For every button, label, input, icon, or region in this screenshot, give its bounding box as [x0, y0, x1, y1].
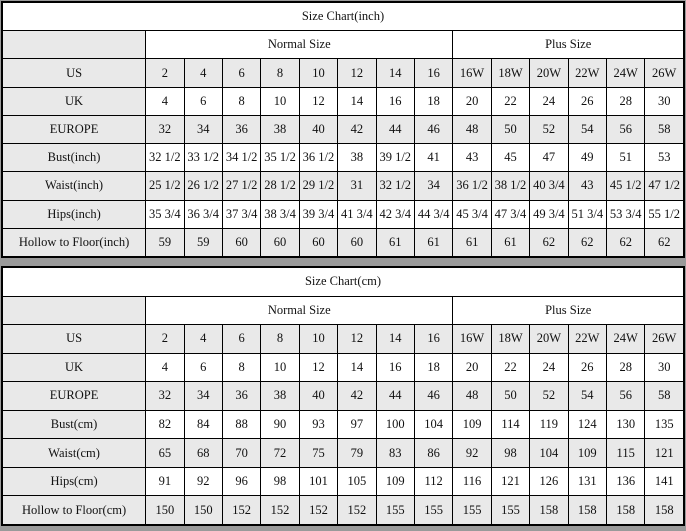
table-cell: 28 — [606, 353, 644, 382]
table-cell: 25 1/2 — [146, 172, 184, 200]
table-cell: 14 — [338, 353, 376, 382]
table-cell: 2 — [146, 325, 184, 354]
table-cell: 32 — [146, 115, 184, 143]
table-cell: 40 — [299, 115, 337, 143]
table-cell: 83 — [376, 439, 414, 468]
row-label: Bust(cm) — [3, 410, 146, 439]
table-cell: 47 3/4 — [491, 200, 529, 228]
table-cell: 26 — [568, 87, 606, 115]
table-cell: 47 — [530, 144, 568, 172]
table-cell: 104 — [530, 439, 568, 468]
size-table-cm — [2, 267, 684, 525]
table-cell: 14 — [338, 87, 376, 115]
table-cell: 6 — [184, 353, 222, 382]
table-cell: 36 1/2 — [453, 172, 491, 200]
table-cell: 48 — [453, 382, 491, 411]
table-cell: 14 — [376, 59, 414, 87]
table-cell: 24W — [607, 59, 645, 87]
table-cell: 152 — [338, 496, 376, 525]
table-cell: 141 — [645, 467, 684, 496]
table-cell: 14 — [376, 325, 414, 354]
table-cell: 53 3/4 — [607, 200, 645, 228]
table-cell: 33 1/2 — [184, 144, 222, 172]
table-cell: 16W — [453, 325, 491, 354]
table-cell: 26W — [645, 325, 684, 354]
table-cell: 54 — [568, 382, 606, 411]
table-cell: 100 — [376, 410, 414, 439]
table-cell: 51 3/4 — [568, 200, 606, 228]
table-row — [3, 172, 684, 200]
table-cell: 96 — [222, 467, 260, 496]
group-header-normal: Normal Size — [146, 31, 453, 59]
table-cell: 28 1/2 — [261, 172, 299, 200]
table-cell: 30 — [645, 87, 684, 115]
table-cell: 155 — [491, 496, 529, 525]
table-cell: 16 — [376, 353, 414, 382]
table-cell: 50 — [491, 115, 529, 143]
group-header-row — [3, 31, 684, 59]
table-row — [3, 382, 684, 411]
table-cell: 43 — [568, 172, 606, 200]
table-cell: 18 — [414, 87, 452, 115]
table-cell: 36 — [222, 115, 260, 143]
table-corner — [3, 296, 146, 325]
row-label: Hips(inch) — [3, 200, 146, 228]
table-cell: 150 — [184, 496, 222, 525]
table-cell: 45 1/2 — [607, 172, 645, 200]
table-cell: 68 — [184, 439, 222, 468]
table-cell: 50 — [491, 382, 529, 411]
table-cell: 12 — [299, 353, 337, 382]
table-cell: 6 — [222, 59, 260, 87]
table-cell: 75 — [299, 439, 337, 468]
table-cell: 44 3/4 — [414, 200, 452, 228]
table-cell: 35 1/2 — [261, 144, 299, 172]
table-cell: 150 — [146, 496, 184, 525]
size-chart-inch — [1, 1, 685, 258]
table-cell: 86 — [414, 439, 452, 468]
table-cell: 152 — [261, 496, 299, 525]
table-cell: 4 — [146, 353, 184, 382]
table-cell: 37 3/4 — [222, 200, 260, 228]
table-cell: 121 — [645, 439, 684, 468]
row-label: Waist(cm) — [3, 439, 146, 468]
row-label: Hollow to Floor(cm) — [3, 496, 146, 525]
table-cell: 158 — [530, 496, 568, 525]
table-cell: 8 — [261, 325, 299, 354]
table-cell: 20 — [453, 353, 491, 382]
table-cell: 114 — [491, 410, 529, 439]
table-cell: 158 — [568, 496, 606, 525]
table-cell: 52 — [530, 382, 568, 411]
table-cell: 90 — [261, 410, 299, 439]
table-cell: 22 — [491, 87, 529, 115]
table-cell: 40 — [299, 382, 337, 411]
table-cell: 62 — [530, 228, 568, 256]
table-cell: 41 3/4 — [338, 200, 376, 228]
table-cell: 92 — [453, 439, 491, 468]
row-label: UK — [3, 353, 146, 382]
table-cell: 93 — [299, 410, 337, 439]
row-label: UK — [3, 87, 146, 115]
title-row — [3, 268, 684, 297]
table-cell: 121 — [491, 467, 529, 496]
table-cell: 45 — [491, 144, 529, 172]
table-cell: 6 — [184, 87, 222, 115]
table-cell: 34 1/2 — [222, 144, 260, 172]
table-cell: 24W — [606, 325, 644, 354]
row-label: EUROPE — [3, 115, 146, 143]
table-cell: 105 — [338, 467, 376, 496]
table-cell: 39 3/4 — [299, 200, 337, 228]
table-cell: 38 — [261, 382, 299, 411]
size-table-inch — [2, 2, 684, 257]
table-cell: 8 — [261, 59, 299, 87]
table-cell: 24 — [530, 353, 568, 382]
table-cell: 46 — [414, 382, 452, 411]
table-cell: 60 — [299, 228, 337, 256]
table-cell: 98 — [261, 467, 299, 496]
table-cell: 60 — [338, 228, 376, 256]
table-cell: 155 — [414, 496, 452, 525]
table-cell: 36 3/4 — [184, 200, 222, 228]
table-row — [3, 410, 684, 439]
table-cell: 116 — [453, 467, 491, 496]
table-cell: 115 — [606, 439, 644, 468]
table-cell: 47 1/2 — [645, 172, 684, 200]
table-cell: 32 — [146, 382, 184, 411]
table-cell: 26 1/2 — [184, 172, 222, 200]
table-cell: 16 — [376, 87, 414, 115]
row-label: Hollow to Floor(inch) — [3, 228, 146, 256]
table-row — [3, 59, 684, 87]
table-cell: 32 1/2 — [376, 172, 414, 200]
table-cell: 42 — [338, 115, 376, 143]
table-cell: 10 — [299, 325, 337, 354]
table-cell: 155 — [453, 496, 491, 525]
table-cell: 36 — [222, 382, 260, 411]
table-row — [3, 439, 684, 468]
row-label: Waist(inch) — [3, 172, 146, 200]
table-row — [3, 325, 684, 354]
table-cell: 58 — [645, 115, 684, 143]
table-cell: 135 — [645, 410, 684, 439]
table-cell: 109 — [568, 439, 606, 468]
table-cell: 62 — [645, 228, 684, 256]
group-header-plus: Plus Size — [453, 296, 684, 325]
table-cell: 16 — [414, 325, 452, 354]
table-cell: 2 — [146, 59, 184, 87]
table-cell: 22 — [491, 353, 529, 382]
table-row — [3, 200, 684, 228]
table-cell: 44 — [376, 382, 414, 411]
table-corner — [3, 31, 146, 59]
table-row — [3, 115, 684, 143]
table-cell: 38 — [338, 144, 376, 172]
row-label: US — [3, 59, 146, 87]
table-cell: 101 — [299, 467, 337, 496]
table-cell: 16 — [414, 59, 452, 87]
table-cell: 49 — [568, 144, 606, 172]
table-cell: 20W — [530, 59, 568, 87]
table-cell: 124 — [568, 410, 606, 439]
table-cell: 97 — [338, 410, 376, 439]
table-cell: 130 — [606, 410, 644, 439]
table-cell: 56 — [606, 382, 644, 411]
table-cell: 91 — [146, 467, 184, 496]
row-label: Bust(inch) — [3, 144, 146, 172]
table-cell: 20W — [530, 325, 568, 354]
table-cell: 65 — [146, 439, 184, 468]
table-cell: 12 — [338, 325, 376, 354]
table-cell: 52 — [530, 115, 568, 143]
table-cell: 38 1/2 — [491, 172, 529, 200]
table-cell: 109 — [376, 467, 414, 496]
table-cell: 62 — [568, 228, 606, 256]
table-cell: 152 — [299, 496, 337, 525]
table-cell: 16W — [453, 59, 491, 87]
row-label: EUROPE — [3, 382, 146, 411]
table-row — [3, 144, 684, 172]
table-cell: 34 — [184, 382, 222, 411]
table-cell: 61 — [453, 228, 491, 256]
table-cell: 8 — [222, 87, 260, 115]
table-cell: 42 — [338, 382, 376, 411]
table-cell: 44 — [376, 115, 414, 143]
table-cell: 4 — [184, 59, 222, 87]
table-cell: 61 — [376, 228, 414, 256]
row-label: US — [3, 325, 146, 354]
table-cell: 34 — [414, 172, 452, 200]
size-chart-cm — [1, 266, 685, 526]
chart-title: Size Chart(inch) — [3, 3, 684, 31]
table-cell: 136 — [606, 467, 644, 496]
table-cell: 51 — [607, 144, 645, 172]
table-cell: 12 — [299, 87, 337, 115]
table-cell: 72 — [261, 439, 299, 468]
table-cell: 53 — [645, 144, 684, 172]
table-cell: 24 — [530, 87, 568, 115]
group-header-normal: Normal Size — [146, 296, 453, 325]
table-cell: 152 — [222, 496, 260, 525]
table-cell: 112 — [414, 467, 452, 496]
table-cell: 61 — [414, 228, 452, 256]
table-cell: 22W — [568, 325, 606, 354]
row-label: Hips(cm) — [3, 467, 146, 496]
table-cell: 30 — [645, 353, 684, 382]
table-cell: 4 — [184, 325, 222, 354]
table-cell: 109 — [453, 410, 491, 439]
table-cell: 46 — [414, 115, 452, 143]
table-row — [3, 353, 684, 382]
table-cell: 38 — [261, 115, 299, 143]
table-cell: 126 — [530, 467, 568, 496]
table-cell: 158 — [645, 496, 684, 525]
table-cell: 4 — [146, 87, 184, 115]
table-cell: 20 — [453, 87, 491, 115]
table-cell: 58 — [645, 382, 684, 411]
table-cell: 55 1/2 — [645, 200, 684, 228]
table-cell: 49 3/4 — [530, 200, 568, 228]
table-cell: 22W — [568, 59, 606, 87]
table-cell: 59 — [146, 228, 184, 256]
table-cell: 32 1/2 — [146, 144, 184, 172]
table-cell: 26W — [645, 59, 684, 87]
table-cell: 45 3/4 — [453, 200, 491, 228]
table-row — [3, 496, 684, 525]
table-cell: 79 — [338, 439, 376, 468]
table-cell: 88 — [222, 410, 260, 439]
table-row — [3, 228, 684, 256]
table-cell: 92 — [184, 467, 222, 496]
table-cell: 8 — [222, 353, 260, 382]
table-cell: 54 — [568, 115, 606, 143]
table-cell: 119 — [530, 410, 568, 439]
table-cell: 40 3/4 — [530, 172, 568, 200]
table-cell: 41 — [414, 144, 452, 172]
table-cell: 10 — [299, 59, 337, 87]
table-cell: 56 — [607, 115, 645, 143]
table-cell: 26 — [568, 353, 606, 382]
table-cell: 6 — [222, 325, 260, 354]
table-cell: 34 — [184, 115, 222, 143]
table-cell: 12 — [338, 59, 376, 87]
table-cell: 35 3/4 — [146, 200, 184, 228]
table-cell: 36 1/2 — [299, 144, 337, 172]
table-cell: 10 — [261, 87, 299, 115]
table-cell: 29 1/2 — [299, 172, 337, 200]
table-cell: 18W — [491, 325, 529, 354]
table-cell: 27 1/2 — [222, 172, 260, 200]
table-cell: 48 — [453, 115, 491, 143]
group-header-row — [3, 296, 684, 325]
table-cell: 31 — [338, 172, 376, 200]
table-cell: 43 — [453, 144, 491, 172]
table-cell: 62 — [607, 228, 645, 256]
table-cell: 70 — [222, 439, 260, 468]
table-cell: 42 3/4 — [376, 200, 414, 228]
table-cell: 104 — [414, 410, 452, 439]
chart-title: Size Chart(cm) — [3, 268, 684, 297]
table-cell: 60 — [261, 228, 299, 256]
table-cell: 28 — [607, 87, 645, 115]
table-cell: 61 — [491, 228, 529, 256]
table-cell: 158 — [606, 496, 644, 525]
table-cell: 84 — [184, 410, 222, 439]
table-row — [3, 87, 684, 115]
table-cell: 155 — [376, 496, 414, 525]
table-cell: 18 — [414, 353, 452, 382]
table-cell: 98 — [491, 439, 529, 468]
group-header-plus: Plus Size — [453, 31, 684, 59]
table-cell: 38 3/4 — [261, 200, 299, 228]
table-cell: 39 1/2 — [376, 144, 414, 172]
table-cell: 18W — [491, 59, 529, 87]
table-cell: 82 — [146, 410, 184, 439]
table-row — [3, 467, 684, 496]
table-cell: 131 — [568, 467, 606, 496]
title-row — [3, 3, 684, 31]
table-cell: 60 — [222, 228, 260, 256]
table-cell: 59 — [184, 228, 222, 256]
table-cell: 10 — [261, 353, 299, 382]
